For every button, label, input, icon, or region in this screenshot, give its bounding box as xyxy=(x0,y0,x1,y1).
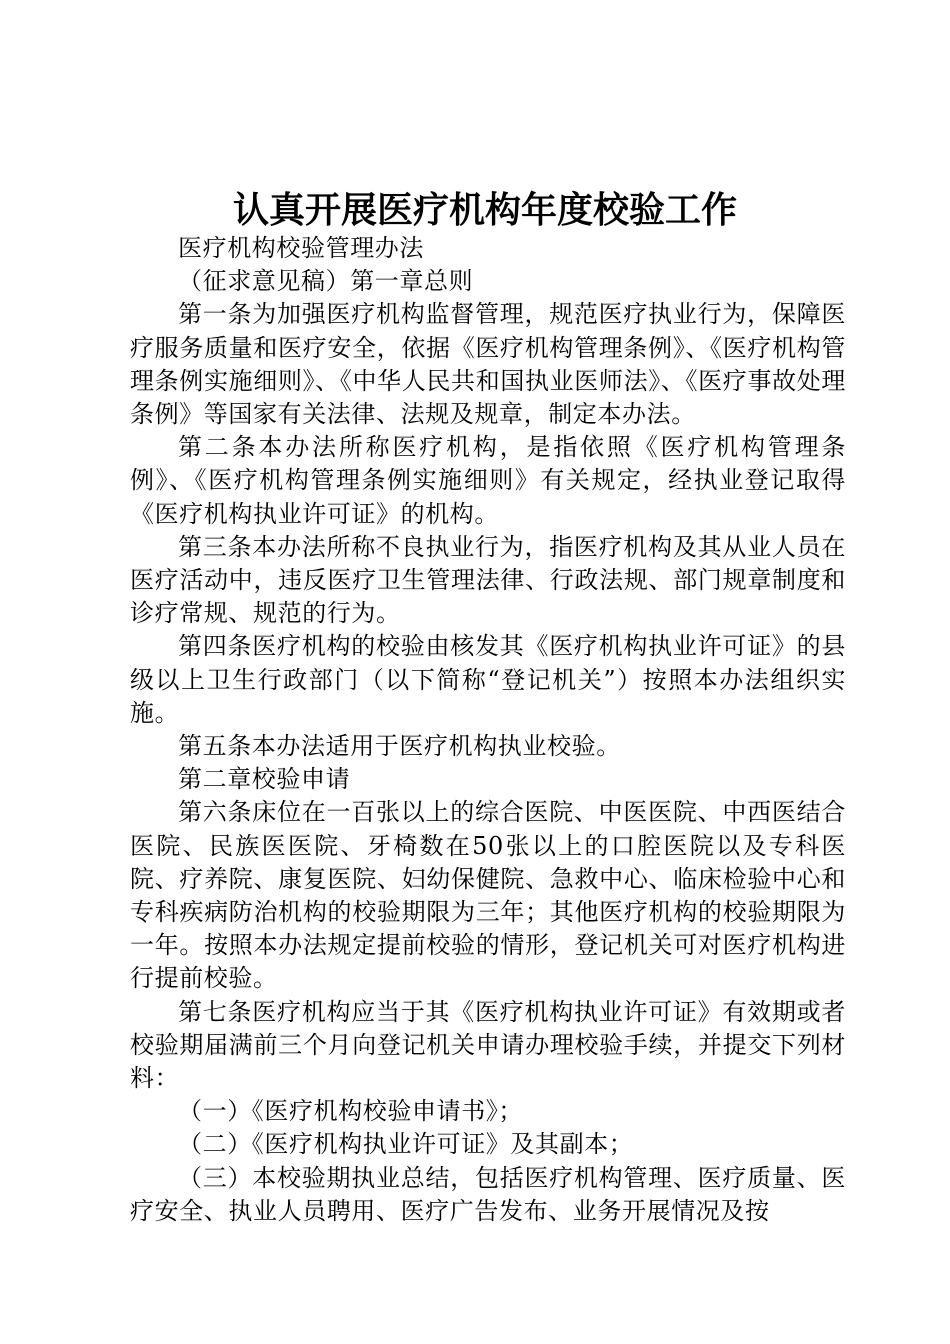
paragraph-article-3: 第三条本办法所称不良执业行为，指医疗机构及其从业人员在医疗活动中，违反医疗卫生管理法律、行政法规、部门规章制度和诊疗常规、规范的行为。 xyxy=(130,532,846,628)
chapter-2-heading: 第二章校验申请 xyxy=(178,765,351,794)
paragraph-1: 医疗机构校验管理办法 xyxy=(178,234,424,262)
paragraph-article-4: 第四条医疗机构的校验由核发其《医疗机构执业许可证》的县级以上卫生行政部门（以下简称“登记机关”）按照本办法组织实施。 xyxy=(130,632,846,727)
paragraph-article-5: 第五条本办法适用于医疗机构执业校验。 xyxy=(178,732,621,761)
paragraph-article-2: 第二条本办法所称医疗机构，是指依照《医疗机构管理条例》、《医疗机构管理条例实施细则》有关规定，经执业登记取得《医疗机构执业许可证》的机构。 xyxy=(130,433,846,528)
paragraph-article-6: 第六条床位在一百张以上的综合医院、中医医院、中西医结合医院、民族医医院、牙椅数在50张以上的口腔医院以及专科医院、疗养院、康复医院、妇幼保健院、急救中心、临床检验中心和专科疾病防治机构的校验期限为三年；其他医疗机构的校验期限为一年。按照本办法规定提前校验的情形，登记机关可对医疗机构进行提前校验。 xyxy=(130,798,846,993)
paragraph-2: （征求意见稿）第一章总则 xyxy=(178,267,474,296)
document-title: 认真开展医疗机构年度校验工作 xyxy=(232,189,737,231)
list-item-2: （二）《医疗机构执业许可证》及其副本； xyxy=(178,1130,634,1159)
paragraph-article-1: 第一条为加强医疗机构监督管理，规范医疗执业行为，保障医疗服务质量和医疗安全，依据《医疗机构管理条例》、《医疗机构管理条例实施细则》、《中华人民共和国执业医师法》、《医疗事故处理条例》等国家有关法律、法规及规章，制定本办法。 xyxy=(130,300,846,429)
document-body xyxy=(130,232,846,1228)
list-item-1: （一）《医疗机构校验申请书》； xyxy=(178,1097,523,1126)
paragraph-article-7: 第七条医疗机构应当于其《医疗机构执业许可证》有效期或者校验期届满前三个月向登记机关申请办理校验手续，并提交下列材料： xyxy=(130,997,846,1093)
list-item-3: （三）本校验期执业总结，包括医疗机构管理、医疗质量、医疗安全、执业人员聘用、医疗广告发布、业务开展情况及按 xyxy=(130,1163,846,1225)
